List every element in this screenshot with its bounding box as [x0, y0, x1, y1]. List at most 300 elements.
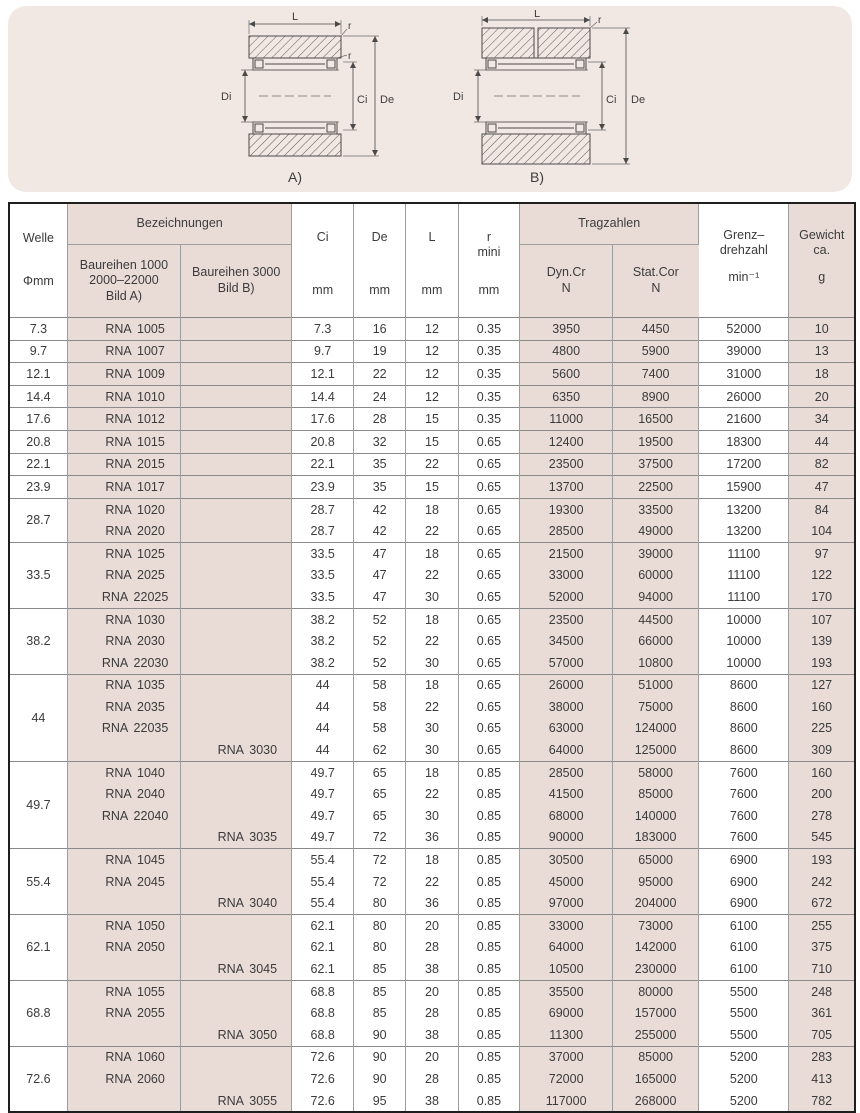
cell-ci: 44	[292, 739, 354, 761]
cell-ci: 44	[292, 696, 354, 718]
cell-l: 22	[406, 453, 458, 476]
designation-bild-b	[180, 871, 291, 893]
designation-bild-a	[67, 1024, 180, 1046]
cell-de: 35	[354, 476, 406, 499]
cell-r: 0.85	[458, 805, 520, 827]
designation-bild-b	[180, 476, 291, 499]
designation-bild-a: RNA 2045	[67, 871, 180, 893]
cell-grenz: 10000	[699, 652, 789, 674]
designation-bild-b	[180, 915, 291, 937]
cell-r: 0.35	[458, 318, 520, 341]
table-row	[10, 980, 854, 1002]
cell-grenz: 52000	[699, 318, 789, 341]
cell-dyn: 117000	[520, 1090, 613, 1112]
cell-ci: 72.6	[292, 1068, 354, 1090]
cell-stat: 4450	[613, 318, 699, 341]
cell-de: 16	[354, 318, 406, 341]
cell-grenz: 15900	[699, 476, 789, 499]
cell-de: 62	[354, 739, 406, 761]
welle-value: 17.6	[10, 408, 67, 431]
cell-r: 0.65	[458, 476, 520, 499]
cell-r: 0.65	[458, 430, 520, 453]
designation-bild-b	[180, 980, 291, 1002]
cell-stat: 183000	[613, 827, 699, 849]
cell-stat: 65000	[613, 849, 699, 871]
cell-ci: 28.7	[292, 520, 354, 542]
cell-grenz: 11100	[699, 586, 789, 608]
cell-de: 80	[354, 915, 406, 937]
cell-ci: 62.1	[292, 937, 354, 959]
header-ci-label: Ci	[316, 229, 329, 244]
cell-stat: 49000	[613, 520, 699, 542]
cell-grenz: 6900	[699, 892, 789, 914]
table-row	[10, 805, 854, 827]
dim-label-Di: Di	[452, 91, 463, 103]
table-row	[10, 586, 854, 608]
cell-grenz: 21600	[699, 408, 789, 431]
cell-ci: 9.7	[292, 340, 354, 363]
table-row	[10, 340, 854, 363]
cell-grenz: 6900	[699, 871, 789, 893]
welle-group	[10, 608, 854, 674]
cell-l: 12	[406, 318, 458, 341]
cell-stat: 7400	[613, 363, 699, 386]
header-grenz-label: Grenz– drehzahl	[719, 227, 768, 258]
welle-value: 44	[10, 674, 67, 761]
cell-ci: 55.4	[292, 871, 354, 893]
cell-grenz: 5500	[699, 1002, 789, 1024]
cell-de: 80	[354, 937, 406, 959]
dim-label-De: De	[379, 94, 394, 106]
designation-bild-a: RNA 1010	[67, 385, 180, 408]
table-header	[10, 204, 854, 318]
welle-value: 49.7	[10, 761, 67, 848]
cell-grenz: 13200	[699, 498, 789, 520]
cell-gew: 107	[789, 608, 854, 630]
cell-gew: 82	[789, 453, 854, 476]
cell-gew: 710	[789, 958, 854, 980]
cell-l: 15	[406, 430, 458, 453]
cell-l: 22	[406, 783, 458, 805]
cell-stat: 165000	[613, 1068, 699, 1090]
designation-bild-b	[180, 318, 291, 341]
header-l-unit: mm	[421, 282, 443, 297]
cell-grenz: 6100	[699, 937, 789, 959]
cell-stat: 19500	[613, 430, 699, 453]
cell-l: 30	[406, 652, 458, 674]
designation-bild-a: RNA 1020	[67, 498, 180, 520]
designation-bild-b	[180, 520, 291, 542]
cell-grenz: 5500	[699, 980, 789, 1002]
welle-value: 7.3	[10, 318, 67, 341]
dim-label-r-outer: r	[347, 21, 351, 32]
header-baureihen-a: Baureihen 1000 2000–22000 Bild A)	[67, 245, 180, 318]
header-baureihen-b: Baureihen 3000 Bild B)	[180, 245, 291, 318]
header-ci-unit: mm	[312, 282, 334, 297]
cell-gew: 34	[789, 408, 854, 431]
cell-l: 20	[406, 980, 458, 1002]
welle-value: 72.6	[10, 1046, 67, 1111]
cell-l: 18	[406, 608, 458, 630]
header-de-label: De	[371, 229, 388, 244]
cell-stat: 204000	[613, 892, 699, 914]
designation-bild-b	[180, 674, 291, 696]
cell-r: 0.65	[458, 453, 520, 476]
cell-gew: 44	[789, 430, 854, 453]
cell-de: 72	[354, 849, 406, 871]
cell-gew: 160	[789, 696, 854, 718]
cell-ci: 72.6	[292, 1090, 354, 1112]
cell-dyn: 45000	[520, 871, 613, 893]
cell-grenz: 39000	[699, 340, 789, 363]
cell-l: 22	[406, 520, 458, 542]
cell-gew: 97	[789, 542, 854, 564]
cell-ci: 62.1	[292, 915, 354, 937]
welle-group	[10, 915, 854, 981]
cell-l: 12	[406, 363, 458, 386]
designation-bild-b	[180, 565, 291, 587]
cell-gew: 242	[789, 871, 854, 893]
cell-grenz: 13200	[699, 520, 789, 542]
table-row	[10, 718, 854, 740]
cell-r: 0.65	[458, 630, 520, 652]
cell-l: 38	[406, 958, 458, 980]
header-welle-label: Welle	[22, 231, 54, 246]
figure-b-caption: B)	[529, 169, 544, 185]
table-row	[10, 520, 854, 542]
dim-label-De: De	[630, 94, 645, 106]
table-row	[10, 542, 854, 564]
designation-bild-a: RNA 1040	[67, 761, 180, 783]
cell-dyn: 28500	[520, 520, 613, 542]
designation-bild-b	[180, 805, 291, 827]
dim-label-r-inner: r	[347, 51, 351, 62]
cell-ci: 62.1	[292, 958, 354, 980]
cell-dyn: 64000	[520, 937, 613, 959]
cell-stat: 80000	[613, 980, 699, 1002]
cell-stat: 124000	[613, 718, 699, 740]
cell-de: 19	[354, 340, 406, 363]
cell-de: 85	[354, 980, 406, 1002]
cell-r: 0.35	[458, 408, 520, 431]
designation-bild-a: RNA 2025	[67, 565, 180, 587]
cell-r: 0.65	[458, 674, 520, 696]
dim-label-Ci: Ci	[356, 94, 367, 106]
cell-grenz: 6900	[699, 849, 789, 871]
cell-stat: 95000	[613, 871, 699, 893]
cell-r: 0.85	[458, 980, 520, 1002]
cell-grenz: 11100	[699, 542, 789, 564]
cell-de: 47	[354, 542, 406, 564]
designation-bild-a: RNA 22030	[67, 652, 180, 674]
cell-ci: 22.1	[292, 453, 354, 476]
cell-l: 22	[406, 871, 458, 893]
designation-bild-a	[67, 892, 180, 914]
cell-r: 0.85	[458, 1090, 520, 1112]
cell-grenz: 31000	[699, 363, 789, 386]
cell-de: 90	[354, 1024, 406, 1046]
table-row	[10, 937, 854, 959]
welle-group	[10, 385, 854, 408]
cell-ci: 12.1	[292, 363, 354, 386]
cell-dyn: 33000	[520, 915, 613, 937]
welle-value: 68.8	[10, 980, 67, 1046]
welle-value: 12.1	[10, 363, 67, 386]
cell-r: 0.85	[458, 892, 520, 914]
table-row	[10, 363, 854, 386]
header-welle-unit: Φmm	[23, 274, 54, 289]
cell-l: 30	[406, 586, 458, 608]
cell-r: 0.65	[458, 542, 520, 564]
welle-value: 9.7	[10, 340, 67, 363]
designation-bild-a: RNA 1005	[67, 318, 180, 341]
cell-gew: 193	[789, 652, 854, 674]
cell-dyn: 69000	[520, 1002, 613, 1024]
table-row	[10, 871, 854, 893]
cell-ci: 49.7	[292, 827, 354, 849]
cell-stat: 255000	[613, 1024, 699, 1046]
designation-bild-a	[67, 1090, 180, 1112]
cell-stat: 58000	[613, 761, 699, 783]
designation-bild-b	[180, 783, 291, 805]
cell-gew: 413	[789, 1068, 854, 1090]
cell-l: 36	[406, 827, 458, 849]
table-row	[10, 696, 854, 718]
header-r-label: r mini	[477, 229, 501, 260]
designation-bild-a: RNA 2020	[67, 520, 180, 542]
cell-l: 18	[406, 542, 458, 564]
cell-de: 85	[354, 1002, 406, 1024]
welle-group	[10, 363, 854, 386]
header-welle	[10, 204, 67, 318]
cell-ci: 28.7	[292, 498, 354, 520]
cell-stat: 140000	[613, 805, 699, 827]
cell-dyn: 23500	[520, 453, 613, 476]
cell-l: 38	[406, 1090, 458, 1112]
cell-grenz: 5500	[699, 1024, 789, 1046]
header-gewicht	[789, 204, 854, 318]
designation-bild-a: RNA 1045	[67, 849, 180, 871]
cell-de: 90	[354, 1068, 406, 1090]
header-ci	[292, 204, 354, 318]
cell-dyn: 11000	[520, 408, 613, 431]
designation-bild-b	[180, 363, 291, 386]
designation-bild-b	[180, 542, 291, 564]
cell-stat: 22500	[613, 476, 699, 499]
bearing-diagram-b	[440, 10, 652, 190]
welle-value: 20.8	[10, 430, 67, 453]
cell-dyn: 5600	[520, 363, 613, 386]
designation-bild-b: RNA 3045	[180, 958, 291, 980]
cell-de: 52	[354, 608, 406, 630]
cell-dyn: 4800	[520, 340, 613, 363]
cell-de: 22	[354, 363, 406, 386]
cell-stat: 268000	[613, 1090, 699, 1112]
cell-grenz: 17200	[699, 453, 789, 476]
cell-stat: 33500	[613, 498, 699, 520]
cell-de: 24	[354, 385, 406, 408]
cell-l: 22	[406, 630, 458, 652]
cell-l: 15	[406, 476, 458, 499]
welle-group	[10, 498, 854, 542]
header-bezeichnungen: Bezeichnungen	[67, 204, 292, 245]
designation-bild-b	[180, 453, 291, 476]
cell-r: 0.65	[458, 565, 520, 587]
header-r-unit: mm	[478, 282, 500, 297]
cell-ci: 55.4	[292, 849, 354, 871]
table-row	[10, 827, 854, 849]
cell-l: 22	[406, 696, 458, 718]
cell-dyn: 13700	[520, 476, 613, 499]
cell-r: 0.65	[458, 586, 520, 608]
dim-label-Di: Di	[220, 91, 231, 103]
welle-group	[10, 980, 854, 1046]
welle-value: 23.9	[10, 476, 67, 499]
cell-grenz: 26000	[699, 385, 789, 408]
welle-value: 28.7	[10, 498, 67, 542]
cell-r: 0.65	[458, 652, 520, 674]
cell-de: 85	[354, 958, 406, 980]
cell-ci: 33.5	[292, 586, 354, 608]
designation-bild-a: RNA 2035	[67, 696, 180, 718]
cell-r: 0.85	[458, 783, 520, 805]
cell-ci: 7.3	[292, 318, 354, 341]
cell-r: 0.85	[458, 937, 520, 959]
cell-gew: 10	[789, 318, 854, 341]
cell-stat: 75000	[613, 696, 699, 718]
cell-dyn: 52000	[520, 586, 613, 608]
cell-stat: 8900	[613, 385, 699, 408]
cell-grenz: 7600	[699, 761, 789, 783]
cell-dyn: 97000	[520, 892, 613, 914]
designation-bild-b	[180, 498, 291, 520]
designation-bild-a	[67, 739, 180, 761]
cell-grenz: 8600	[699, 674, 789, 696]
cell-gew: 47	[789, 476, 854, 499]
cell-l: 36	[406, 892, 458, 914]
designation-bild-a	[67, 958, 180, 980]
cell-stat: 51000	[613, 674, 699, 696]
welle-value: 55.4	[10, 849, 67, 915]
cell-gew: 170	[789, 586, 854, 608]
table-row	[10, 892, 854, 914]
designation-bild-b	[180, 430, 291, 453]
table-row	[10, 476, 854, 499]
cell-gew: 122	[789, 565, 854, 587]
cell-dyn: 6350	[520, 385, 613, 408]
header-r-mini	[458, 204, 520, 318]
welle-group	[10, 318, 854, 341]
welle-group	[10, 476, 854, 499]
cell-de: 65	[354, 805, 406, 827]
designation-bild-a: RNA 1025	[67, 542, 180, 564]
welle-group	[10, 340, 854, 363]
cell-stat: 230000	[613, 958, 699, 980]
cell-stat: 94000	[613, 586, 699, 608]
cell-r: 0.85	[458, 1002, 520, 1024]
cell-de: 80	[354, 892, 406, 914]
cell-l: 30	[406, 739, 458, 761]
cell-grenz: 8600	[699, 739, 789, 761]
cell-dyn: 23500	[520, 608, 613, 630]
cell-de: 42	[354, 498, 406, 520]
cell-r: 0.85	[458, 1046, 520, 1068]
cell-de: 58	[354, 674, 406, 696]
designation-bild-b	[180, 385, 291, 408]
cell-grenz: 18300	[699, 430, 789, 453]
cell-grenz: 8600	[699, 718, 789, 740]
designation-bild-b	[180, 849, 291, 871]
dim-label-r: r	[597, 15, 601, 26]
cell-grenz: 11100	[699, 565, 789, 587]
cell-stat: 16500	[613, 408, 699, 431]
cell-de: 47	[354, 565, 406, 587]
designation-bild-b	[180, 340, 291, 363]
cell-ci: 44	[292, 674, 354, 696]
header-l	[406, 204, 458, 318]
table-row	[10, 1090, 854, 1112]
cell-l: 12	[406, 385, 458, 408]
table-row	[10, 674, 854, 696]
cell-dyn: 34500	[520, 630, 613, 652]
cell-r: 0.65	[458, 696, 520, 718]
cell-de: 65	[354, 783, 406, 805]
table-row	[10, 430, 854, 453]
cell-gew: 545	[789, 827, 854, 849]
cell-gew: 705	[789, 1024, 854, 1046]
table-row	[10, 565, 854, 587]
cell-de: 65	[354, 761, 406, 783]
cell-l: 18	[406, 849, 458, 871]
cell-gew: 18	[789, 363, 854, 386]
designation-bild-b	[180, 761, 291, 783]
designation-bild-b	[180, 652, 291, 674]
bearing-diagram-a	[209, 10, 404, 190]
cell-dyn: 90000	[520, 827, 613, 849]
cell-r: 0.85	[458, 958, 520, 980]
cell-ci: 38.2	[292, 630, 354, 652]
cell-l: 12	[406, 340, 458, 363]
designation-bild-b	[180, 718, 291, 740]
cell-gew: 104	[789, 520, 854, 542]
cell-r: 0.85	[458, 915, 520, 937]
cell-ci: 49.7	[292, 761, 354, 783]
cell-l: 30	[406, 718, 458, 740]
table-row	[10, 318, 854, 341]
cell-stat: 157000	[613, 1002, 699, 1024]
designation-bild-a: RNA 1007	[67, 340, 180, 363]
cell-stat: 85000	[613, 1046, 699, 1068]
cell-l: 30	[406, 805, 458, 827]
cell-dyn: 10500	[520, 958, 613, 980]
cell-de: 52	[354, 630, 406, 652]
bearing-table	[10, 204, 854, 1111]
cell-r: 0.35	[458, 363, 520, 386]
table-row	[10, 1046, 854, 1068]
cell-grenz: 5200	[699, 1068, 789, 1090]
cell-gew: 278	[789, 805, 854, 827]
header-grenzdrehzahl	[699, 204, 789, 318]
cell-dyn: 3950	[520, 318, 613, 341]
cell-gew: 225	[789, 718, 854, 740]
designation-bild-a: RNA 2060	[67, 1068, 180, 1090]
cell-de: 47	[354, 586, 406, 608]
designation-bild-b: RNA 3040	[180, 892, 291, 914]
cell-l: 20	[406, 915, 458, 937]
designation-bild-b	[180, 1002, 291, 1024]
bearing-table-wrapper	[8, 202, 856, 1113]
cell-dyn: 68000	[520, 805, 613, 827]
